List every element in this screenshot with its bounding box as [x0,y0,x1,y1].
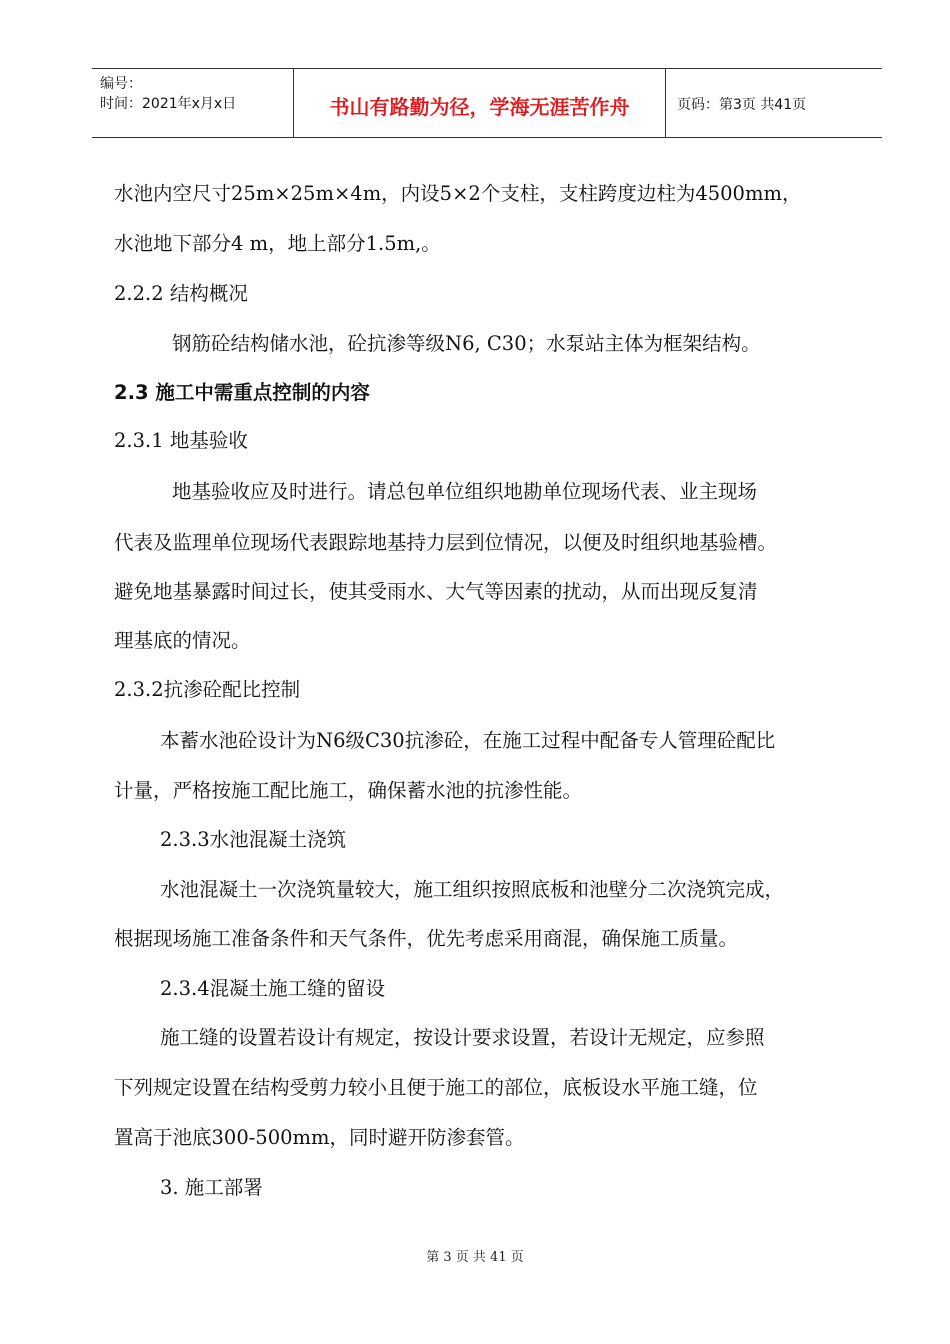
body-line: 理基底的情况。 [114,629,251,652]
number-label: 编号： [100,76,142,92]
header-motto: 书山有路勤为径，学海无涯苦作舟 [329,95,630,119]
body-line: 本蓄水池砼设计为N6级C30抗渗砼，在施工过程中配备专人管理砼配比 [160,729,776,752]
body-line: 施工缝的设置若设计有规定，按设计要求设置，若设计无规定，应参照 [160,1026,765,1049]
page-footer: 第 3 页 共 41 页 [426,1250,524,1265]
time-label: 时间：2021年x月x日 [100,96,237,112]
body-line: 根据现场施工准备条件和天气条件，优先考虑采用商混，确保施工质量。 [114,927,739,950]
header-motto-cell [294,69,666,137]
section-heading: 2.3.1 地基验收 [114,429,248,452]
body-line: 计量，严格按施工配比施工，确保蓄水池的抗渗性能。 [114,779,583,802]
body-line: 地基验收应及时进行。请总包单位组织地勘单位现场代表、业主现场 [172,480,758,503]
body-line: 水池地下部分4 m，地上部分1.5m,。 [114,232,441,255]
header-info-cell [92,69,294,137]
body-line: 水池混凝土一次浇筑量较大，施工组织按照底板和池壁分二次浇筑完成， [160,878,785,901]
body-line: 避免地基暴露时间过长，使其受雨水、大气等因素的扰动，从而出现反复清 [114,580,758,603]
body-line: 钢筋砼结构储水池，砼抗渗等级N6, C30；水泵站主体为框架结构。 [172,332,761,355]
page-header [92,68,882,138]
section-heading: 2.2.2 结构概况 [114,282,248,305]
header-page-cell [667,69,882,137]
section-heading: 2.3 施工中需重点控制的内容 [114,381,370,404]
header-page-label: 页码：第3页 共41页 [677,97,807,113]
section-heading: 3. 施工部署 [160,1176,263,1199]
section-heading: 2.3.3水池混凝土浇筑 [160,828,347,851]
body-line: 代表及监理单位现场代表跟踪地基持力层到位情况，以便及时组织地基验槽。 [114,531,778,554]
body-line: 置高于池底300-500mm，同时避开防渗套管。 [114,1126,525,1149]
section-heading: 2.3.4混凝土施工缝的留设 [160,977,386,1000]
section-heading: 2.3.2抗渗砼配比控制 [114,678,301,701]
body-line: 水池内空尺寸25m×25m×4m，内设5×2个支柱，支柱跨度边柱为4500mm， [114,182,802,205]
body-line: 下列规定设置在结构受剪力较小且便于施工的部位，底板设水平施工缝，位 [114,1076,758,1099]
